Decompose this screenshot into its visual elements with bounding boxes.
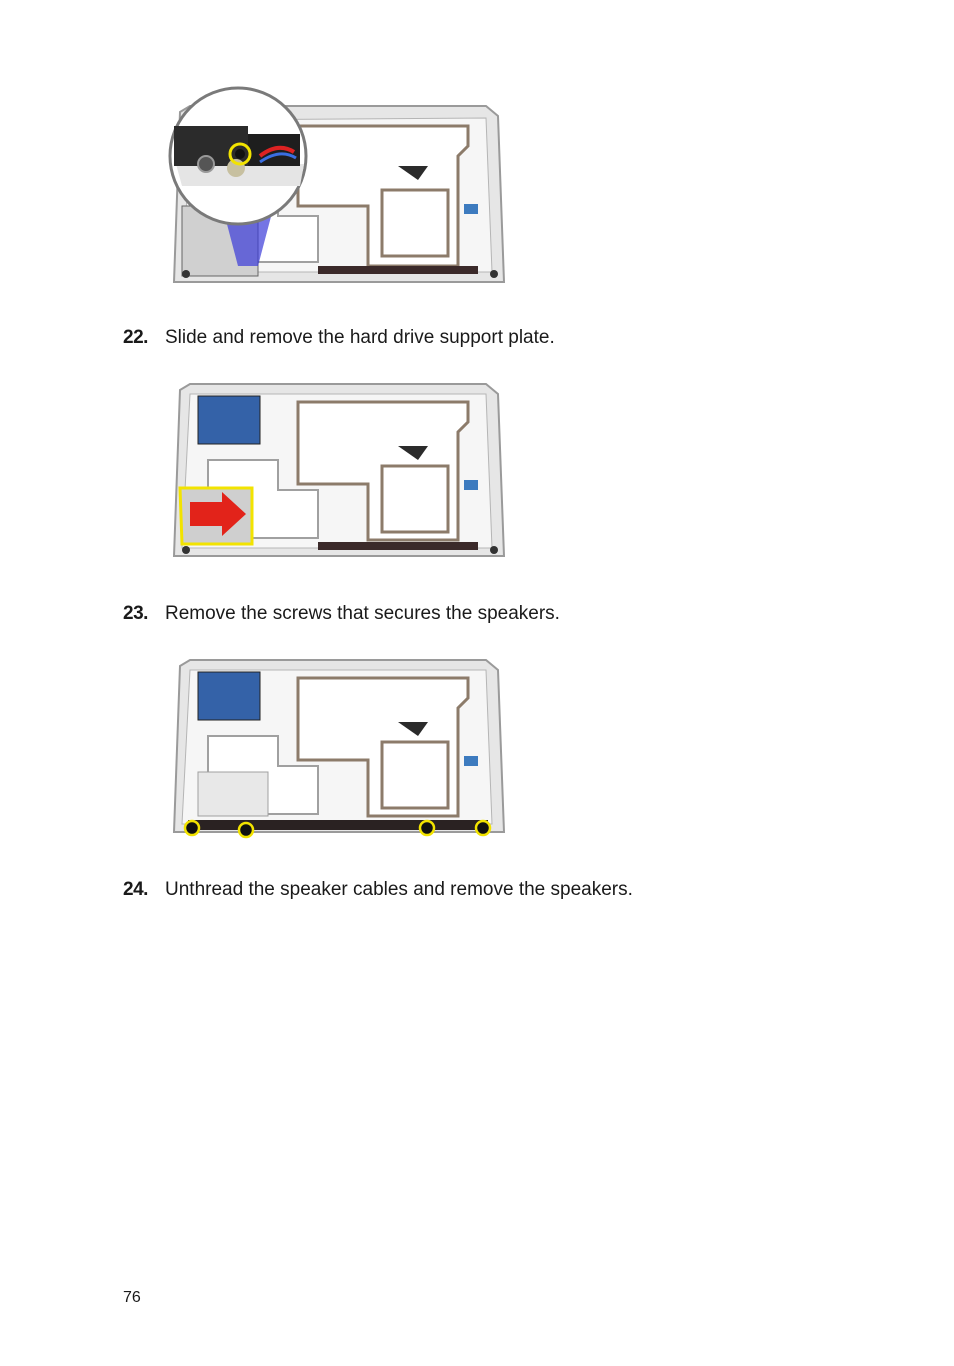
step-text: Unthread the speaker cables and remove the speakers. (165, 879, 633, 900)
step-number: 22. (123, 327, 148, 348)
figure-speaker-screws (168, 656, 506, 840)
figure-callout-screw (168, 86, 506, 286)
step-23 (123, 602, 883, 626)
chassis-illustration (168, 86, 506, 286)
step-22 (123, 326, 883, 350)
step-24 (123, 878, 883, 902)
step-text: Slide and remove the hard drive support plate. (165, 327, 555, 348)
figure-hard-drive-plate (168, 380, 506, 560)
step-number: 23. (123, 603, 148, 624)
chassis-illustration (168, 656, 506, 840)
chassis-illustration (168, 380, 506, 560)
step-number: 24. (123, 879, 148, 900)
step-text: Remove the screws that secures the speakers. (165, 603, 560, 624)
page-number: 76 (123, 1289, 141, 1306)
